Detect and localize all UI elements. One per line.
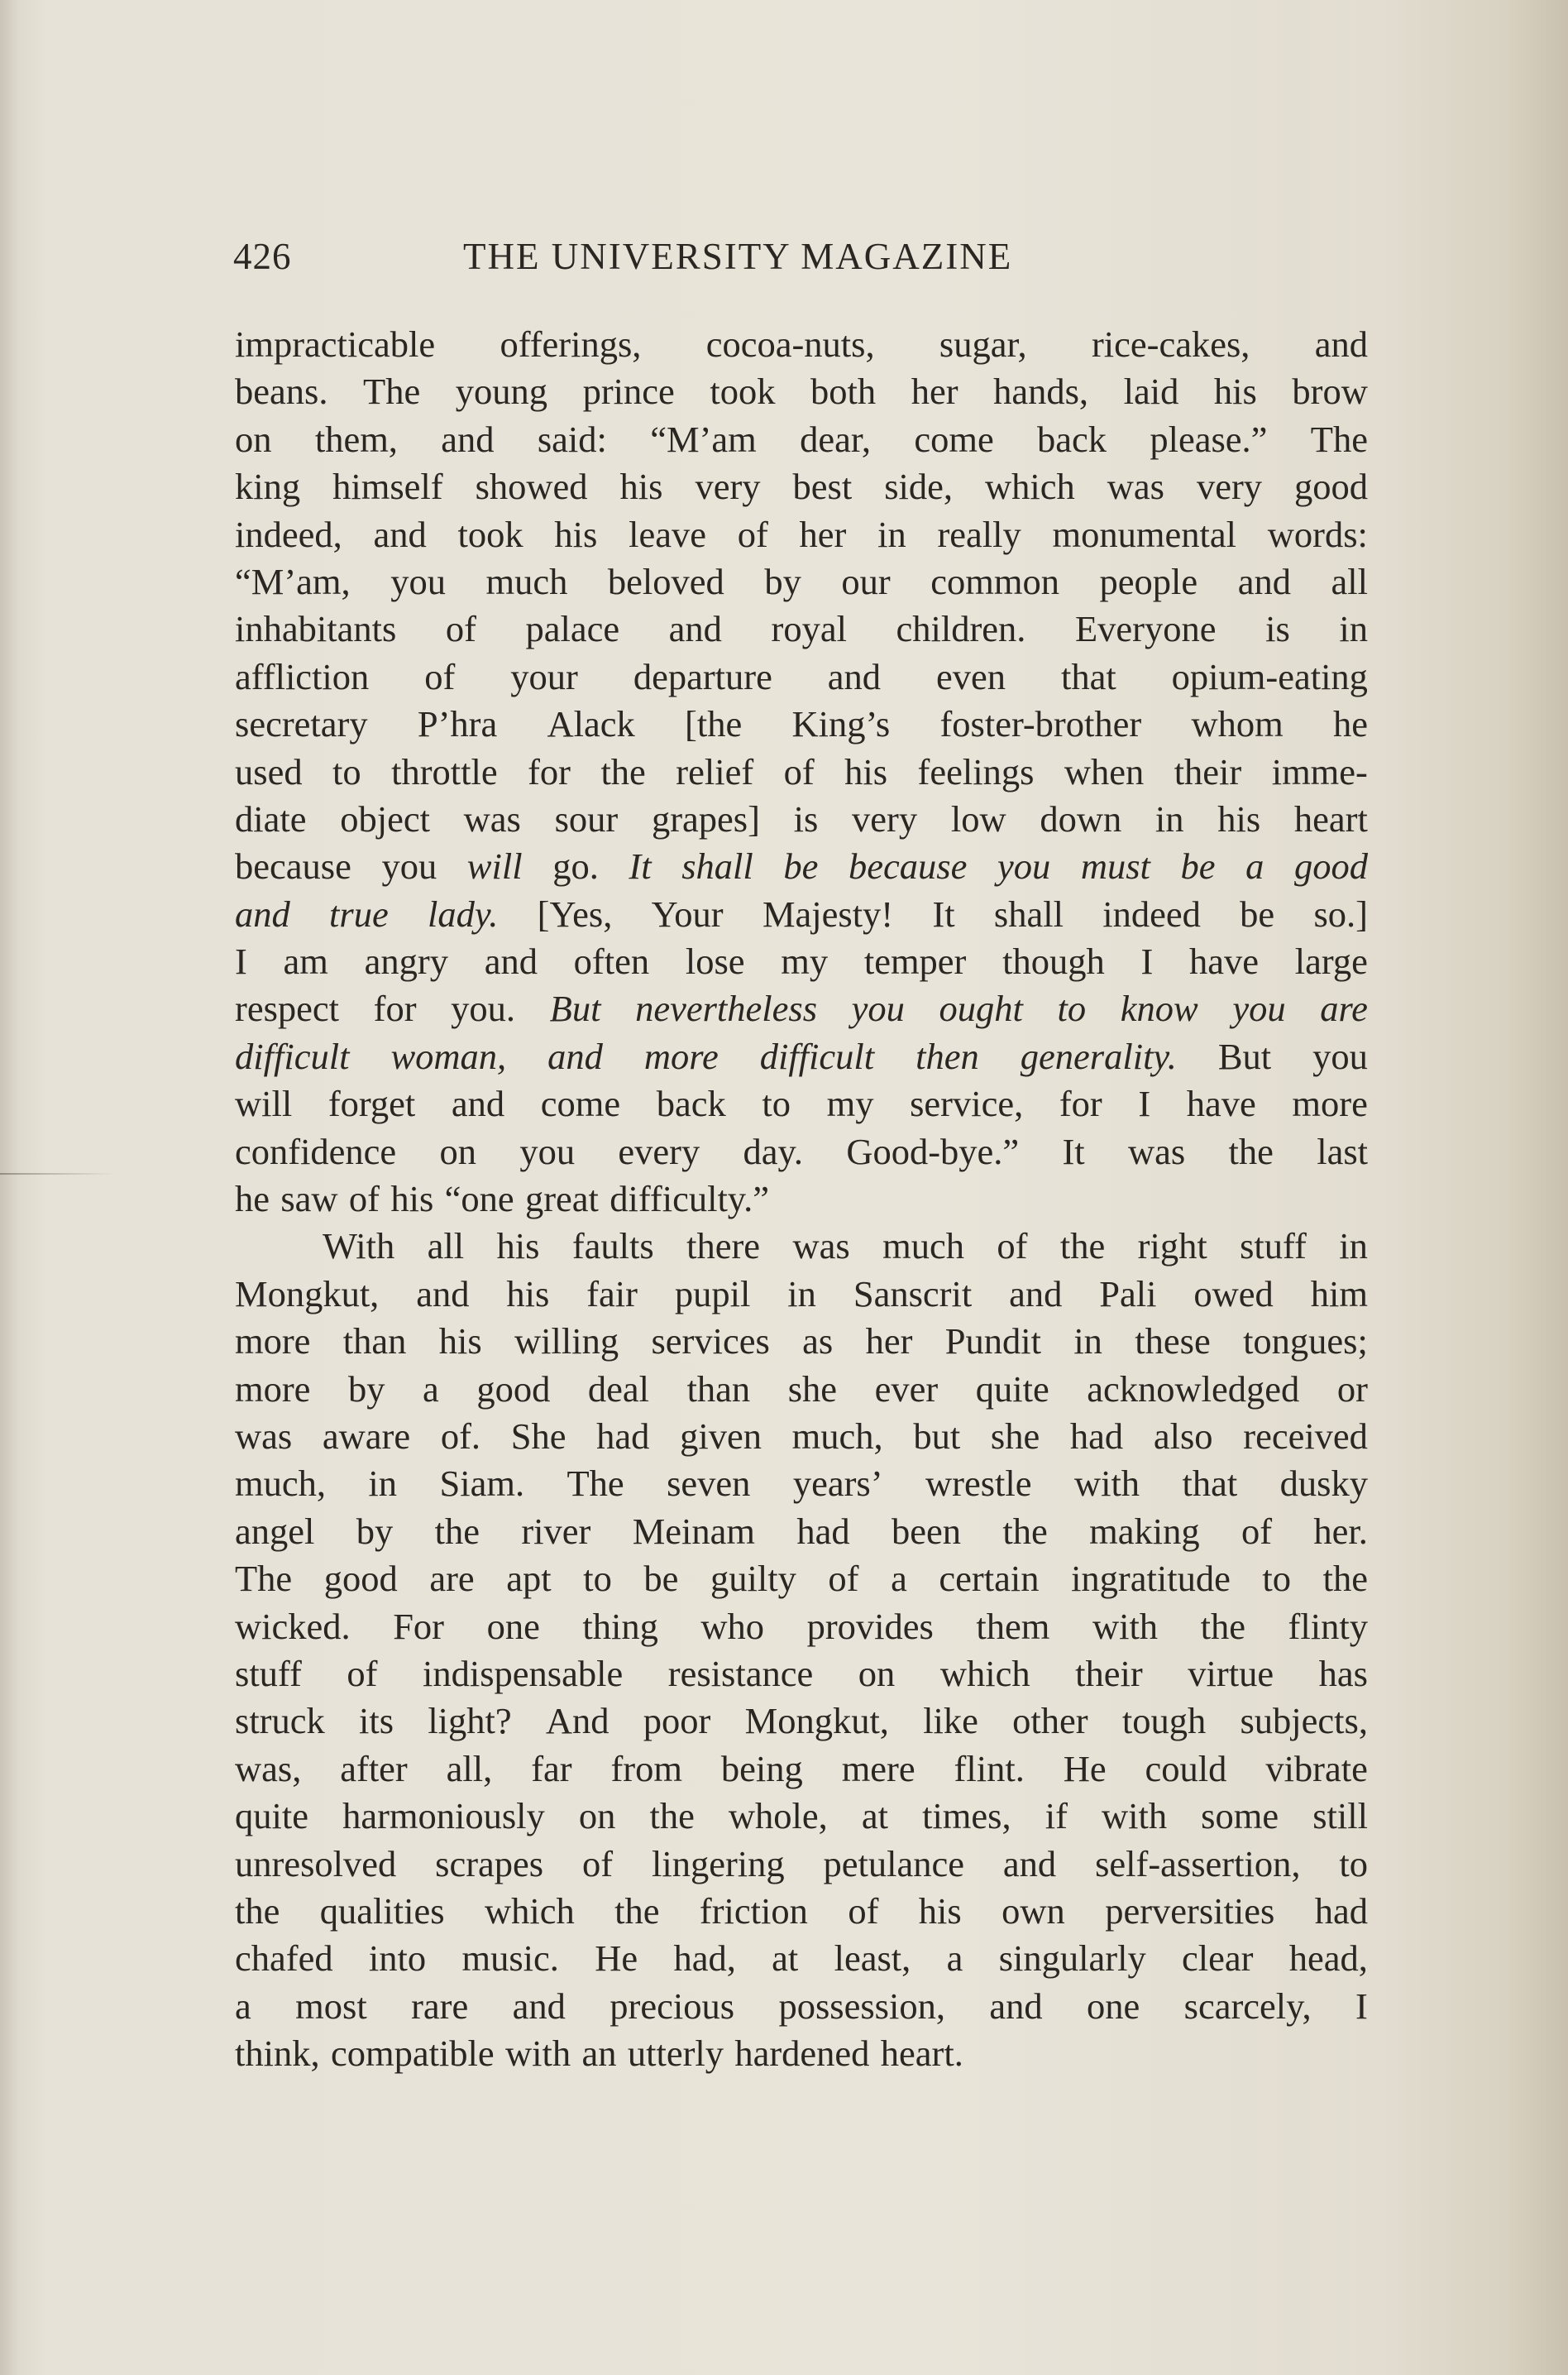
text-line: more than his willing services as her Pundit in these tongues;	[235, 1320, 1368, 1362]
text-line: a most rare and precious possession, and one scarcely, I	[235, 1985, 1368, 2027]
page-header	[233, 235, 1143, 285]
text-line: struck its light? And poor Mongkut, like other tough subjects,	[235, 1700, 1368, 1742]
body-text	[235, 321, 1368, 2077]
text-line: king himself showed his very best side, which was very good	[235, 466, 1368, 508]
paragraph-end-line: he saw of his “one great difficulty.”	[235, 1178, 770, 1220]
text-line: wicked. For one thing who provides them with the flinty	[235, 1605, 1368, 1647]
text-line: and true lady. [Yes, Your Majesty! It shall indeed be so.]	[235, 893, 1368, 935]
text-line: diate object was sour grapes] is very low down in his heart	[235, 797, 1368, 840]
text-line: was aware of. She had given much, but she had also received	[235, 1415, 1368, 1457]
text-line: quite harmoniously on the whole, at times, if with some still	[235, 1795, 1368, 1837]
paragraph-end-line: think, compatible with an utterly hardened heart.	[235, 2033, 963, 2075]
text-line: unresolved scrapes of lingering petulance and self-assertion, to	[235, 1842, 1368, 1884]
text-line: difficult woman, and more difficult then generality. But you	[235, 1035, 1368, 1077]
text-line: The good are apt to be guilty of a certain ingratitude to the	[235, 1558, 1368, 1600]
text-line: used to throttle for the relief of his feelings when their imme-	[235, 750, 1368, 792]
text-line: was, after all, far from being mere flint. He could vibrate	[235, 1747, 1368, 1789]
page-number: 426	[233, 236, 292, 277]
text-line: “M’am, you much beloved by our common people and all	[235, 560, 1368, 602]
text-line: will forget and come back to my service, for I have more	[235, 1083, 1368, 1125]
paragraph-start-line: With all his faults there was much of the right stuff in	[323, 1225, 1368, 1267]
text-line: because you will go. It shall be because you must be a good	[235, 845, 1368, 888]
text-line: angel by the river Meinam had been the making of her.	[235, 1510, 1368, 1552]
text-line: indeed, and took his leave of her in really monumental words:	[235, 513, 1368, 555]
text-line: much, in Siam. The seven years’ wrestle with that dusky	[235, 1463, 1368, 1505]
text-line: beans. The young prince took both her hands, laid his brow	[235, 371, 1368, 413]
text-line: I am angry and often lose my temper though I have large	[235, 941, 1368, 983]
text-line: respect for you. But nevertheless you ought to know you are	[235, 988, 1368, 1030]
text-line: the qualities which the friction of his own perversities had	[235, 1889, 1368, 1932]
text-line: on them, and said: “M’am dear, come back please.” The	[235, 418, 1368, 460]
text-line: stuff of indispensable resistance on which their virtue has	[235, 1652, 1368, 1694]
text-line: secretary P’hra Alack [the King’s foster-brother whom he	[235, 703, 1368, 745]
text-line: inhabitants of palace and royal children. Everyone is in	[235, 608, 1368, 650]
running-title: THE UNIVERSITY MAGAZINE	[463, 236, 1013, 277]
text-line: more by a good deal than she ever quite acknowledged or	[235, 1367, 1368, 1410]
text-line: chafed into music. He had, at least, a singularly clear head,	[235, 1937, 1368, 1980]
page-fold-mark	[0, 1173, 116, 1175]
text-line: Mongkut, and his fair pupil in Sanscrit and Pali owed him	[235, 1272, 1368, 1314]
text-line: affliction of your departure and even that opium-eating	[235, 655, 1368, 697]
text-line: impracticable offerings, cocoa-nuts, sugar, rice-cakes, and	[235, 323, 1368, 365]
text-line: confidence on you every day. Good-bye.” It was the last	[235, 1130, 1368, 1172]
